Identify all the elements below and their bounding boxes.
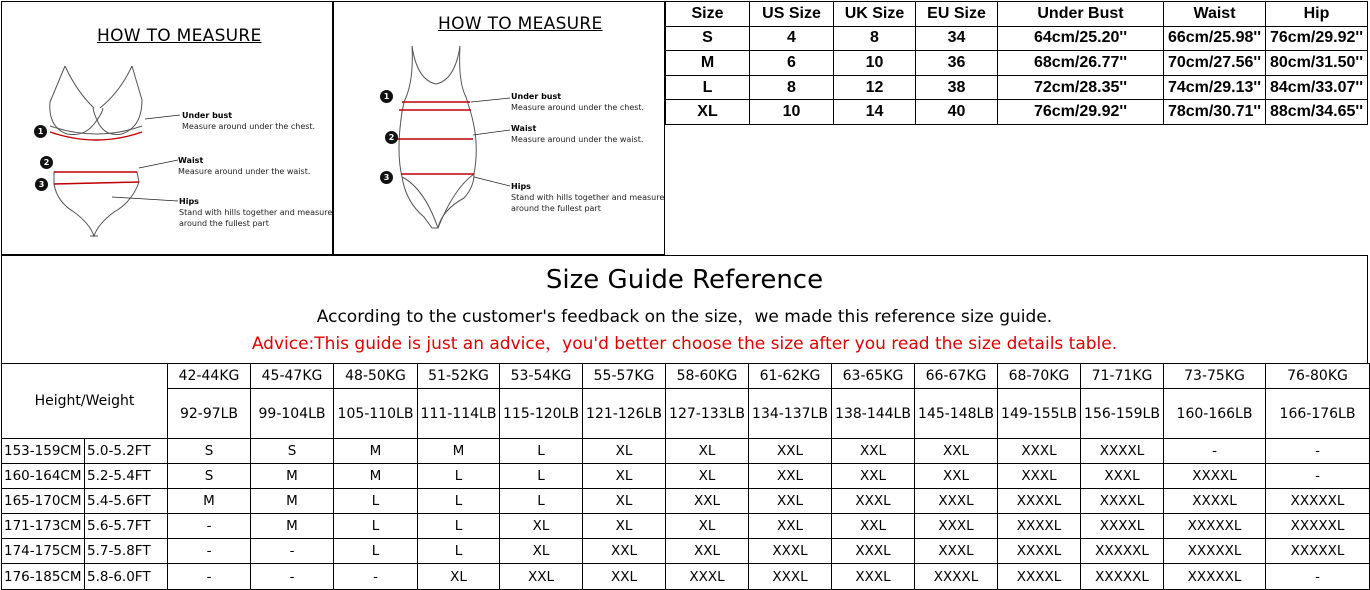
recommended-size-cell: XXXXL: [1164, 464, 1266, 489]
weight-lb-cell: 134-137LB: [749, 389, 832, 439]
recommended-size-cell: -: [1266, 564, 1370, 589]
recommended-size-cell: -: [251, 539, 334, 564]
recommended-size-cell: XXL: [749, 489, 832, 514]
weight-lb-cell: 105-110LB: [334, 389, 418, 439]
recommended-size-cell: XL: [500, 539, 583, 564]
recommended-size-cell: XL: [500, 514, 583, 539]
recommended-size-cell: L: [418, 489, 500, 514]
recommended-size-cell: XXL: [915, 439, 998, 464]
size-guide-title: Size Guide Reference: [545, 265, 824, 295]
weight-kg-cell: 61-62KG: [749, 364, 832, 389]
note-waist: [511, 123, 643, 145]
note-hips: [179, 196, 332, 229]
recommended-size-cell: XXXXL: [1164, 489, 1266, 514]
note-hips-text-1: Stand with hills together and measure: [179, 208, 333, 217]
cell-uk-size: 10: [834, 51, 916, 76]
illustration-title: HOW TO MEASURE: [438, 14, 603, 34]
header-us-size: US Size: [750, 2, 834, 27]
recommended-size-cell: XXXXXL: [1081, 539, 1164, 564]
height-cm-cell: 174-175CM: [2, 539, 85, 564]
cell-eu-size: 38: [916, 75, 998, 100]
height-cm-cell: 165-170CM: [2, 489, 85, 514]
recommended-size-cell: XXL: [749, 464, 832, 489]
cell-size: L: [666, 75, 750, 100]
weight-lb-cell: 138-144LB: [832, 389, 915, 439]
recommended-size-cell: XXXXL: [1081, 489, 1164, 514]
cell-us-size: 10: [750, 100, 834, 125]
weight-kg-cell: 68-70KG: [998, 364, 1081, 389]
cell-uk-size: 8: [834, 26, 916, 51]
weight-kg-cell: 48-50KG: [334, 364, 418, 389]
recommended-size-cell: XXXL: [915, 489, 998, 514]
weight-kg-cell: 58-60KG: [666, 364, 749, 389]
cell-eu-size: 40: [916, 100, 998, 125]
recommended-size-cell: S: [168, 439, 251, 464]
cell-waist: 74cm/29.13'': [1164, 75, 1266, 100]
size-guide-header: [1, 255, 1368, 363]
recommended-size-cell: XXL: [666, 489, 749, 514]
header-hip: Hip: [1266, 2, 1368, 27]
recommended-size-cell: XXL: [832, 514, 915, 539]
recommended-size-cell: L: [500, 439, 583, 464]
recommended-size-cell: XXXXL: [998, 564, 1081, 589]
illustration-swimsuit-panel: [333, 1, 665, 255]
note-under-bust-label: Under bust: [182, 111, 233, 120]
recommended-size-cell: XXL: [583, 539, 666, 564]
recommended-size-cell: XL: [666, 464, 749, 489]
weight-kg-cell: 51-52KG: [418, 364, 500, 389]
height-row: [2, 514, 1370, 539]
recommended-size-cell: XXXXL: [1081, 514, 1164, 539]
header-waist: Waist: [1164, 2, 1266, 27]
recommended-size-cell: L: [418, 539, 500, 564]
size-chart-row: [666, 51, 1368, 76]
recommended-size-cell: -: [1266, 439, 1370, 464]
weight-lb-cell: 127-133LB: [666, 389, 749, 439]
recommended-size-cell: XXXL: [749, 539, 832, 564]
weight-kg-cell: 73-75KG: [1164, 364, 1266, 389]
height-weight-corner-label: Height/Weight: [2, 364, 168, 439]
size-chart-row: [666, 26, 1368, 51]
weight-lb-cell: 156-159LB: [1081, 389, 1164, 439]
recommended-size-cell: XXXXL: [998, 489, 1081, 514]
cell-waist: 70cm/27.56'': [1164, 51, 1266, 76]
recommended-size-cell: XXXXXL: [1266, 539, 1370, 564]
recommended-size-cell: XXXL: [832, 489, 915, 514]
note-waist: [178, 155, 310, 177]
height-ft-cell: 5.2-5.4FT: [85, 464, 168, 489]
weight-kg-cell: 76-80KG: [1266, 364, 1370, 389]
header-under-bust: Under Bust: [998, 2, 1164, 27]
marker-1: 1: [380, 90, 393, 103]
recommended-size-cell: XXL: [749, 514, 832, 539]
cell-hip: 80cm/31.50'': [1266, 51, 1368, 76]
note-under-bust-label: Under bust: [511, 92, 562, 101]
weight-lb-cell: 121-126LB: [583, 389, 666, 439]
recommended-size-cell: XXL: [832, 439, 915, 464]
note-under-bust-text: Measure around under the chest.: [182, 122, 316, 131]
header-eu-size: EU Size: [916, 2, 998, 27]
cell-uk-size: 14: [834, 100, 916, 125]
recommended-size-cell: XL: [583, 439, 666, 464]
recommended-size-cell: XXXL: [915, 539, 998, 564]
recommended-size-cell: M: [168, 489, 251, 514]
cell-under-bust: 72cm/28.35'': [998, 75, 1164, 100]
header-size: Size: [666, 2, 750, 27]
recommended-size-cell: M: [334, 439, 418, 464]
recommended-size-cell: -: [168, 514, 251, 539]
note-waist-text: Measure around under the waist.: [178, 167, 311, 176]
recommended-size-cell: -: [334, 564, 418, 589]
cell-under-bust: 76cm/29.92'': [998, 100, 1164, 125]
height-ft-cell: 5.7-5.8FT: [85, 539, 168, 564]
recommended-size-cell: XXXXXL: [1164, 514, 1266, 539]
cell-under-bust: 68cm/26.77'': [998, 51, 1164, 76]
weight-kg-cell: 66-67KG: [915, 364, 998, 389]
weight-lb-cell: 111-114LB: [418, 389, 500, 439]
recommended-size-cell: XXXL: [998, 464, 1081, 489]
recommended-size-cell: XL: [666, 439, 749, 464]
marker-3: 3: [380, 171, 393, 184]
height-ft-cell: 5.6-5.7FT: [85, 514, 168, 539]
weight-lb-cell: 92-97LB: [168, 389, 251, 439]
size-guide-advice: Advice:This guide is just an advice，you'd better choose the size after you read the size details table.: [251, 334, 1118, 354]
recommended-size-cell: XXXXXL: [1081, 564, 1164, 589]
height-weight-reference-table: [1, 363, 1370, 590]
recommended-size-cell: XXXXXL: [1266, 489, 1370, 514]
recommended-size-cell: S: [251, 439, 334, 464]
cell-under-bust: 64cm/25.20'': [998, 26, 1164, 51]
weight-lb-row: [2, 389, 1370, 439]
height-ft-cell: 5.8-6.0FT: [85, 564, 168, 589]
height-row: [2, 564, 1370, 589]
recommended-size-cell: L: [500, 489, 583, 514]
weight-kg-cell: 45-47KG: [251, 364, 334, 389]
note-under-bust: [511, 91, 644, 113]
recommended-size-cell: XL: [583, 514, 666, 539]
cell-size: S: [666, 26, 750, 51]
weight-lb-cell: 160-166LB: [1164, 389, 1266, 439]
weight-lb-cell: 145-148LB: [915, 389, 998, 439]
recommended-size-cell: XXXL: [832, 539, 915, 564]
weight-kg-row: [2, 364, 1370, 389]
recommended-size-cell: XXXL: [666, 564, 749, 589]
cell-waist: 78cm/30.71'': [1164, 100, 1266, 125]
recommended-size-cell: M: [251, 514, 334, 539]
recommended-size-cell: XL: [583, 489, 666, 514]
cell-us-size: 8: [750, 75, 834, 100]
weight-kg-cell: 42-44KG: [168, 364, 251, 389]
recommended-size-cell: L: [334, 514, 418, 539]
illustration-title: HOW TO MEASURE: [97, 26, 262, 46]
recommended-size-cell: XXXXXL: [1164, 564, 1266, 589]
note-waist-label: Waist: [511, 124, 537, 133]
note-hips-text-1: Stand with hills together and measure: [511, 193, 665, 202]
size-chart-table: [665, 1, 1368, 125]
recommended-size-cell: -: [1164, 439, 1266, 464]
note-under-bust-text: Measure around under the chest.: [511, 103, 645, 112]
recommended-size-cell: -: [168, 539, 251, 564]
note-hips-text-2: around the fullest part: [179, 219, 269, 228]
recommended-size-cell: XXL: [832, 464, 915, 489]
recommended-size-cell: -: [1266, 464, 1370, 489]
cell-us-size: 4: [750, 26, 834, 51]
cell-waist: 66cm/25.98'': [1164, 26, 1266, 51]
note-hips-text-2: around the fullest part: [511, 204, 601, 213]
recommended-size-cell: XXXXL: [998, 539, 1081, 564]
recommended-size-cell: XXXXXL: [1266, 514, 1370, 539]
note-hips: [511, 181, 664, 214]
recommended-size-cell: XXXL: [832, 564, 915, 589]
size-chart-row: [666, 100, 1368, 125]
cell-uk-size: 12: [834, 75, 916, 100]
recommended-size-cell: XXXXL: [1081, 439, 1164, 464]
marker-2: 2: [40, 156, 53, 169]
recommended-size-cell: XXXXXL: [1164, 539, 1266, 564]
note-hips-label: Hips: [511, 182, 531, 191]
weight-kg-cell: 55-57KG: [583, 364, 666, 389]
marker-1: 1: [34, 125, 47, 138]
height-ft-cell: 5.4-5.6FT: [85, 489, 168, 514]
recommended-size-cell: XL: [666, 514, 749, 539]
recommended-size-cell: L: [334, 539, 418, 564]
weight-kg-cell: 53-54KG: [500, 364, 583, 389]
height-ft-cell: 5.0-5.2FT: [85, 439, 168, 464]
height-cm-cell: 160-164CM: [2, 464, 85, 489]
recommended-size-cell: M: [251, 464, 334, 489]
recommended-size-cell: M: [334, 464, 418, 489]
weight-kg-cell: 63-65KG: [832, 364, 915, 389]
marker-3: 3: [35, 178, 48, 191]
note-under-bust: [182, 110, 315, 132]
recommended-size-cell: XXXL: [749, 564, 832, 589]
recommended-size-cell: XXXL: [998, 439, 1081, 464]
recommended-size-cell: XXL: [583, 564, 666, 589]
height-cm-cell: 171-173CM: [2, 514, 85, 539]
weight-kg-cell: 71-71KG: [1081, 364, 1164, 389]
height-row: [2, 489, 1370, 514]
recommended-size-cell: XXXL: [915, 514, 998, 539]
marker-2: 2: [385, 131, 398, 144]
height-row: [2, 539, 1370, 564]
cell-hip: 88cm/34.65'': [1266, 100, 1368, 125]
cell-eu-size: 36: [916, 51, 998, 76]
cell-hip: 84cm/33.07'': [1266, 75, 1368, 100]
note-hips-label: Hips: [179, 197, 199, 206]
cell-us-size: 6: [750, 51, 834, 76]
recommended-size-cell: XXXXL: [915, 564, 998, 589]
height-cm-cell: 153-159CM: [2, 439, 85, 464]
size-chart-header-row: [666, 2, 1368, 27]
recommended-size-cell: M: [251, 489, 334, 514]
recommended-size-cell: XXL: [915, 464, 998, 489]
recommended-size-cell: XXXL: [1081, 464, 1164, 489]
size-chart-row: [666, 75, 1368, 100]
recommended-size-cell: XXL: [500, 564, 583, 589]
weight-lb-cell: 99-104LB: [251, 389, 334, 439]
recommended-size-cell: XXL: [666, 539, 749, 564]
recommended-size-cell: XXXXL: [998, 514, 1081, 539]
recommended-size-cell: XL: [583, 464, 666, 489]
recommended-size-cell: M: [418, 439, 500, 464]
recommended-size-cell: -: [251, 564, 334, 589]
cell-size: XL: [666, 100, 750, 125]
illustration-bikini-panel: [1, 1, 333, 255]
recommended-size-cell: S: [168, 464, 251, 489]
weight-lb-cell: 149-155LB: [998, 389, 1081, 439]
recommended-size-cell: XL: [418, 564, 500, 589]
recommended-size-cell: L: [418, 514, 500, 539]
note-waist-label: Waist: [178, 156, 204, 165]
header-uk-size: UK Size: [834, 2, 916, 27]
weight-lb-cell: 115-120LB: [500, 389, 583, 439]
cell-eu-size: 34: [916, 26, 998, 51]
note-waist-text: Measure around under the waist.: [511, 135, 644, 144]
weight-lb-cell: 166-176LB: [1266, 389, 1370, 439]
recommended-size-cell: -: [168, 564, 251, 589]
height-cm-cell: 176-185CM: [2, 564, 85, 589]
size-guide-subtitle: According to the customer's feedback on the size，we made this reference size guide.: [316, 307, 1053, 327]
height-row: [2, 464, 1370, 489]
height-row: [2, 439, 1370, 464]
recommended-size-cell: L: [500, 464, 583, 489]
cell-hip: 76cm/29.92'': [1266, 26, 1368, 51]
recommended-size-cell: XXL: [749, 439, 832, 464]
recommended-size-cell: L: [334, 489, 418, 514]
cell-size: M: [666, 51, 750, 76]
recommended-size-cell: L: [418, 464, 500, 489]
